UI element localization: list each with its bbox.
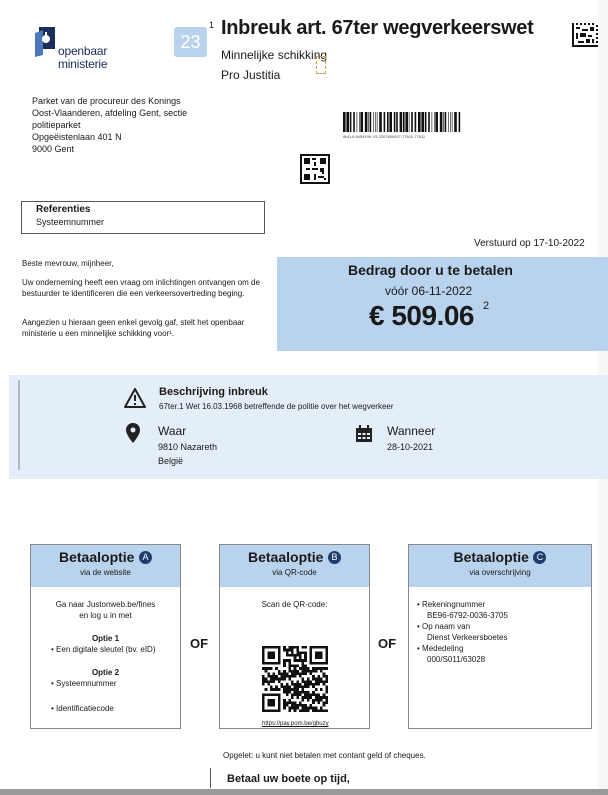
payment-qr-code[interactable] xyxy=(262,646,328,712)
location-pin-icon xyxy=(126,423,140,443)
sender-address-line: 9000 Gent xyxy=(32,144,75,154)
amount-value: € 509.06 xyxy=(369,300,474,331)
payment-option-subtitle: via overschrijving xyxy=(469,568,531,577)
amount-title: Bedrag door u te betalen xyxy=(348,262,513,278)
payment-option-header xyxy=(220,545,369,587)
references-title: Referenties xyxy=(36,204,91,215)
payment-option-a xyxy=(30,544,181,729)
where-city: 9810 Nazareth xyxy=(158,442,218,452)
when-label: Wanneer xyxy=(387,424,436,438)
payment-option-subtitle: via de website xyxy=(80,568,131,577)
qr-instruction: Scan de QR-code: xyxy=(261,600,328,609)
option-2-title: Optie 2 xyxy=(91,668,120,677)
sender-address-line: Parket van de procureur des Konings xyxy=(32,96,181,106)
option-badge-c: C xyxy=(533,551,546,564)
payment-option-header xyxy=(409,545,591,587)
om-logo-icon xyxy=(33,27,57,57)
payment-option-subtitle: via QR-code xyxy=(272,568,317,577)
sent-date: Verstuurd op 17-10-2022 xyxy=(474,238,585,249)
payment-option-title: Betaaloptie xyxy=(248,549,324,565)
logo-text-ministerie: ministerie xyxy=(58,57,108,71)
text-cursor-marker xyxy=(316,56,326,74)
cash-warning-note: Opgelet: u kunt niet betalen met contant geld of cheques. xyxy=(223,751,426,760)
barcode-number: 0b1L9-8459199-V3-2207600007-77611-77611 xyxy=(343,134,426,139)
document-title: Inbreuk art. 67ter wegverkeerswet xyxy=(221,17,534,39)
warning-icon xyxy=(124,388,146,408)
payment-option-body xyxy=(31,587,180,714)
option-1-title: Optie 1 xyxy=(91,634,120,643)
account-number-value: BE96-6792-0036-3705 xyxy=(427,611,508,620)
or-separator: OF xyxy=(190,636,209,651)
side-code-strip xyxy=(15,380,23,470)
letter-paragraph: Uw onderneming heeft een vraag om inlichtingen ontvangen om de bestuurder te identificeren die een verkeersovertreding beging. xyxy=(22,278,260,298)
sender-address-line: Oost-Vlaanderen, afdeling Gent, sectie xyxy=(32,108,188,118)
offence-description: 67ter.1 Wet 16.03.1968 betreffende de politie over het wegverkeer xyxy=(159,402,394,411)
references-box xyxy=(21,201,265,234)
sender-address-line: Opgeëistenlaan 401 N xyxy=(32,132,122,142)
payment-option-body xyxy=(409,587,591,665)
option-badge-a: A xyxy=(139,551,152,564)
references-system-number: Systeemnummer xyxy=(36,217,105,227)
payment-option-title: Betaaloptie xyxy=(453,549,529,565)
payment-option-body xyxy=(220,587,369,610)
where-country: België xyxy=(158,456,184,466)
payment-option-header xyxy=(31,545,180,587)
divider xyxy=(210,768,211,788)
option-2-item: • Identificatiecode xyxy=(31,703,180,714)
account-number-label: • Rekeningnummer xyxy=(417,599,591,610)
datamatrix-code-icon xyxy=(300,154,330,184)
calendar-icon xyxy=(355,425,373,443)
payment-reference-value: 000/S011/63028 xyxy=(427,655,486,664)
offence-title: Beschrijving inbreuk xyxy=(159,386,268,398)
website-instruction: Ga naar Justonweb.be/fines xyxy=(55,600,156,609)
amount-footnote: 2 xyxy=(483,300,490,312)
pay-on-time-heading: Betaal uw boete op tijd, xyxy=(227,773,350,785)
document-subtitle-pro-justitia: Pro Justitia xyxy=(221,68,281,82)
option-badge-b: B xyxy=(328,551,341,564)
page-bottom-edge xyxy=(0,789,608,795)
page-number-badge: 23 xyxy=(174,27,207,57)
amount-due-date: vóór 06-11-2022 xyxy=(385,284,473,298)
letter-greeting: Beste mevrouw, mijnheer, xyxy=(22,259,114,268)
account-holder-label: • Op naam van xyxy=(417,621,591,632)
when-date: 28-10-2021 xyxy=(387,442,434,452)
payment-option-c xyxy=(408,544,592,729)
logo-text-openbaar: openbaar xyxy=(58,44,108,58)
sender-address-line: politieparket xyxy=(32,120,81,130)
datamatrix-code-icon xyxy=(572,23,598,47)
document-subtitle: Minnelijke schikking xyxy=(221,48,328,62)
where-label: Waar xyxy=(158,424,187,438)
offence-band xyxy=(9,375,608,479)
barcode-image xyxy=(343,112,463,132)
account-holder-value: Dienst Verkeersboetes xyxy=(427,633,508,642)
payment-reference-label: • Mededeling xyxy=(417,643,591,654)
or-separator: OF xyxy=(378,636,397,651)
website-instruction: en log u in met xyxy=(79,611,132,620)
option-1-item: • Een digitale sleutel (bv. eID) xyxy=(31,644,180,655)
letter-paragraph: Aangezien u hieraan geen enkel gevolg gaf, stelt het openbaar ministerie u een minnelijke schikking voor¹. xyxy=(22,318,245,338)
qr-url-link[interactable]: https://pay.pom.be/gbuzy xyxy=(262,721,329,727)
payment-option-title: Betaaloptie xyxy=(59,549,135,565)
option-2-item: • Systeemnummer xyxy=(31,678,180,689)
page-number-footnote: 1 xyxy=(209,20,215,30)
